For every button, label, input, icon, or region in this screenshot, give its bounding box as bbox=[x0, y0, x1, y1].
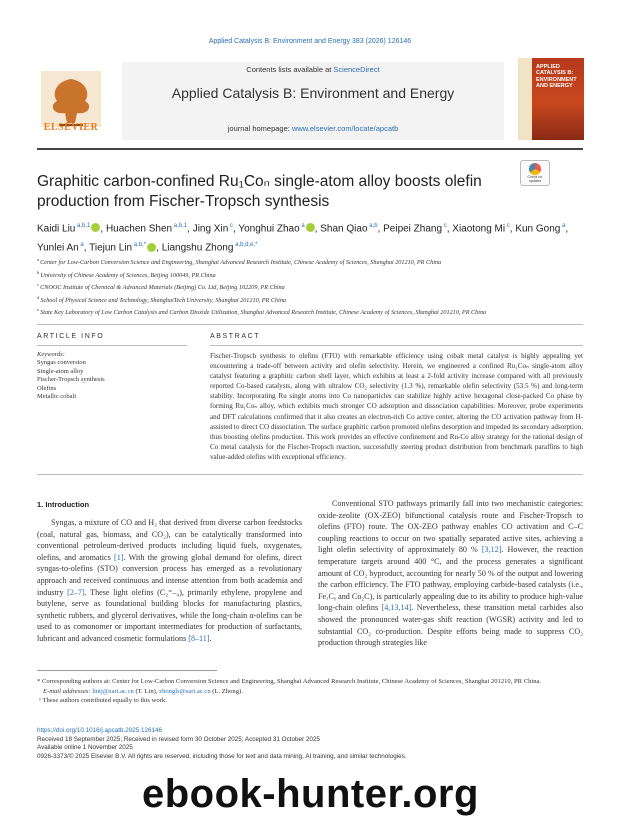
author-affiliation-marks[interactable]: c bbox=[505, 223, 510, 229]
email-owner: (T. Lin), bbox=[133, 687, 160, 695]
keyword: Syngas conversion bbox=[37, 359, 86, 367]
author-name[interactable]: Peipei Zhang bbox=[383, 223, 443, 235]
affiliation-mark: e bbox=[37, 307, 41, 313]
author-name[interactable]: Xiaotong Mi bbox=[452, 223, 506, 235]
abstract-text: Fischer-Tropsch synthesis to olefins (FTO) with remarkable efficiency using cobalt metal catalyst is highly appealing yet encountering a trade-off between activity and olefin selectivity. Herein, we engineered a confined Ru₁Coₙ single-atom alloy catalyst featuring a graphitic carbon shell layer, which exhibits at least a 2-fold activity increase compared with all previously reported Co-based catalysts, along with ultralow CO₂ selectivity (1.3 %), remarkable olefin selectivity (53.5 %) and long-term stability. Incorporating Ru single atoms into Co nanoparticles can stabilize highly active hexagonal close-packed Co phase by forming Ru₁Coₙ alloy, which exhibits much stronger CO adsorption and dissociation capabilities. Moreover, probe experiments and DFT calculations confirmed that it also creates an electron-rich Co active center, altering the CO activation pathway from H-assisted to direct CO dissociation. The surface graphitic carbon promoted olefins desorption and impeded its secondary adsorption, thus boosting olefins production. This work provides an effective confinement and Ru-Co alloy strategy for the rational design of Co metal catalysts for the Fischer-Tropsch reaction, successfully steering product distribution from benchmark paraffins to high value-added olefins with exceptional efficiency. bbox=[210, 352, 583, 461]
email-line bbox=[37, 687, 583, 697]
paragraph-text: Conventional STO pathways primarily fall into two mechanistic categories: oxide-zeolite (OX-ZEO) bifunctional catalysis route and Fischer-Tropsch to olefins (FTO) route. The OX-ZEO pathway enables CO activation and C–C coupling reactions to occur on two spatially separated active sites, achieving a light olefin selectivity of approximately 80 % bbox=[318, 499, 583, 555]
paragraph-text: Syngas, a mixture of CO and H₂ that derived from diverse carbon feedstocks (coal, natural gas, biomass, and CO₂), can be catalytically transformed into conventional petroleum-derived products including liquid fuels, oxygenates, olefins, and aromatics bbox=[37, 518, 302, 562]
article-info-heading: ARTICLE INFO bbox=[37, 333, 105, 340]
contents-prefix: Contents lists available at bbox=[246, 65, 334, 74]
author-list: Kaidi Liu $^{a,b,1}$ , Huachen Shen $^{a,b,1}$, Jing Xin $^c$, Yonghui Zhao $^a$ , Shan Qiao $^{a,b}$, Peipei Zhang $^c$, Xiaotong Mi $^c$, Kun Gong $^a$, Yunlei An $^a$, Tiejun Lin $^{a,b,*}$ , Liangshu Zhong $^{a,b,d,e,*}$ bbox=[37, 223, 569, 254]
article-metadata bbox=[37, 727, 583, 762]
orcid-icon[interactable] bbox=[306, 223, 315, 232]
author-affiliation-marks[interactable]: a bbox=[560, 223, 566, 229]
affiliation bbox=[37, 268, 583, 281]
author-affiliation-marks[interactable]: a bbox=[299, 223, 305, 229]
author-affiliation-marks[interactable]: c bbox=[228, 223, 233, 229]
author-name[interactable]: Yunlei An bbox=[37, 242, 79, 254]
online-date: Available online 1 November 2025 bbox=[37, 744, 133, 752]
email-link-zhong[interactable]: zhongls@sari.ac.cn bbox=[159, 687, 211, 695]
introduction-column-right bbox=[318, 498, 583, 649]
affiliation bbox=[37, 255, 583, 268]
email-owner: (L. Zhong). bbox=[210, 687, 243, 695]
introduction-heading: 1. Introduction bbox=[37, 500, 90, 509]
affiliation-mark: b bbox=[37, 269, 41, 275]
journal-cover-thumbnail bbox=[518, 58, 584, 140]
footnotes bbox=[37, 677, 583, 706]
paragraph bbox=[318, 498, 583, 649]
watermark: ebook-hunter.org bbox=[142, 772, 479, 816]
affiliation bbox=[37, 280, 583, 293]
author-name[interactable]: Kun Gong bbox=[515, 223, 561, 235]
author-affiliation-marks[interactable]: a,b,1 bbox=[172, 223, 188, 229]
homepage-link[interactable]: www.elsevier.com/locate/apcatb bbox=[291, 124, 399, 133]
affiliation-text: School of Physical Science and Technology, ShanghaiTech University, Shanghai 201210, PR China bbox=[40, 296, 287, 304]
article-info-rule bbox=[37, 345, 187, 346]
author-affiliation-marks[interactable]: a,b,1 bbox=[75, 223, 91, 229]
paragraph-text: . Nevertheless, these transition metal carbides also showed the pronounced water-gas shift reaction (WGSR) activity and led to substantial CO₂ co-production. Despite efforts being made to suppress CO₂ production through strategies like bbox=[318, 603, 584, 648]
footnote-rule bbox=[37, 670, 217, 671]
sciencedirect-link[interactable]: ScienceDirect bbox=[333, 65, 380, 74]
introduction-column-left bbox=[37, 517, 302, 645]
journal-reference-link[interactable]: Applied Catalysis B: Environment and Energy 383 (2026) 126146 bbox=[208, 38, 412, 45]
check-updates-icon bbox=[529, 163, 541, 175]
affiliations bbox=[37, 255, 583, 318]
author-name[interactable]: Tiejun Lin bbox=[89, 242, 133, 254]
affiliation-text: CNOOC Institute of Chemical & Advanced Materials (Beijing) Co. Ltd, Beijing 102209, PR China bbox=[40, 284, 285, 292]
header-rule bbox=[37, 148, 583, 150]
journal-homepage bbox=[122, 124, 504, 133]
paragraph-text: . With the growing global demand for olefins, direct syngas-to-olefins (STO) conversion process has emerged as a revolutionary approach and received continuous and intense attention from both academia and industry bbox=[37, 552, 302, 597]
author-name[interactable]: Kaidi Liu bbox=[37, 223, 76, 235]
cover-stripe bbox=[518, 58, 532, 140]
citation-link[interactable]: [2–7] bbox=[67, 587, 85, 597]
abstract-end-rule bbox=[37, 474, 583, 475]
section-rule bbox=[37, 324, 583, 325]
affiliation bbox=[37, 293, 583, 306]
author-name[interactable]: Liangshu Zhong bbox=[161, 242, 234, 254]
corresponding-author-note: * Corresponding authors at: Center for Low-Carbon Conversion Science and Engineering, Shanghai Advanced Research Institute, Chinese Academy of Sciences, Shanghai 201210, PR China. bbox=[37, 678, 542, 685]
paragraph-text: . However, the reaction temperature targets around 400 °C, and the process generates a significant amount of CO₂ byproduct, accounting for nearly 50 % of the output and lowering the carbon efficiency. The FTO pathway, employing carbide-based catalysts (i.e., FeₓCᵧ and Co₂C), is particularly appealing due to its ability to produce high-value long-chain olefins bbox=[318, 545, 583, 613]
cover-title: APPLIED CATALYSIS B: ENVIRONMENT AND ENERGY bbox=[536, 64, 577, 89]
journal-title: Applied Catalysis B: Environment and Energy bbox=[171, 85, 455, 101]
author-affiliation-marks[interactable]: c bbox=[442, 223, 447, 229]
citation-link[interactable]: [1] bbox=[114, 552, 124, 562]
check-for-updates-button[interactable] bbox=[520, 160, 550, 186]
keyword: Olefins bbox=[37, 384, 57, 392]
keyword: Metallic cobalt bbox=[37, 393, 77, 401]
equal-contribution-note: ¹ These authors contributed equally to this work. bbox=[39, 697, 167, 704]
affiliation-text: Center for Low-Carbon Conversion Science and Engineering, Shanghai Advanced Research Institute, Chinese Academy of Sciences, Shanghai 201210, PR China bbox=[40, 259, 442, 267]
abstract-rule bbox=[210, 345, 583, 346]
keyword: Single-atom alloy bbox=[37, 367, 84, 375]
affiliation-mark: c bbox=[37, 282, 41, 288]
paragraph-text: . bbox=[209, 633, 212, 643]
keywords-label: Keywords: bbox=[37, 351, 65, 358]
homepage-prefix: journal homepage: bbox=[227, 124, 292, 133]
abstract-heading: ABSTRACT bbox=[210, 333, 261, 340]
affiliation bbox=[37, 305, 583, 318]
author-name[interactable]: Yonghui Zhao bbox=[238, 223, 300, 235]
check-updates-label: Check for updates bbox=[527, 175, 543, 183]
affiliation-text: State Key Laboratory of Low Carbon Catalysis and Carbon Dioxide Utilization, Shanghai Advanced Research Institute, Chinese Academy of Sciences, Shanghai 201210, PR China bbox=[40, 309, 487, 317]
email-link-lin[interactable]: lintj@sari.ac.cn bbox=[92, 687, 134, 695]
author-name[interactable]: Jing Xin bbox=[192, 223, 229, 235]
author-affiliation-marks[interactable]: a,b,d,e,* bbox=[233, 242, 258, 249]
doi-link[interactable]: https://doi.org/10.1016/j.apcatb.2025.126146 bbox=[37, 727, 162, 734]
orcid-icon[interactable] bbox=[147, 243, 156, 252]
paragraph-text: . These light olefins (C₂⁼–₄), primarily ethylene, propylene and butylene, serve as foundational building blocks for manufacturing plastics, synthetic rubbers, and glycerol derivatives, while the long-chain α-olefins can be used to as comonomer or important intermediates for production of surfactants, lubricant and advanced cosmetic formulations bbox=[37, 587, 302, 643]
article-title: Graphitic carbon-confined Ru₁Coₙ single-atom alloy boosts olefin production from Fischer-Tropsch synthesis bbox=[37, 173, 482, 210]
publisher-wordmark: ELSEVIER bbox=[43, 122, 99, 133]
paragraph bbox=[37, 517, 302, 645]
author-name[interactable]: Huachen Shen bbox=[105, 223, 173, 235]
citation-link[interactable]: [4,13,14] bbox=[381, 603, 412, 613]
keywords-block bbox=[37, 351, 187, 401]
email-label: E-mail addresses: bbox=[43, 687, 93, 695]
received-dates: Received 18 September 2025; Received in revised form 30 October 2025; Accepted 31 October 2025 bbox=[37, 735, 320, 743]
citation-link[interactable]: [8–11] bbox=[188, 633, 210, 643]
author-name[interactable]: Shan Qiao bbox=[320, 223, 368, 235]
copyright: 0926-3373/© 2025 Elsevier B.V. All rights are reserved, including those for text and data mining, AI training, and similar technologies. bbox=[37, 753, 407, 761]
citation-link[interactable]: [3,12] bbox=[481, 545, 502, 555]
contents-line bbox=[122, 65, 504, 74]
author-affiliation-marks[interactable]: a,b bbox=[367, 223, 378, 229]
author-affiliation-marks[interactable]: a,b,* bbox=[132, 242, 147, 249]
orcid-icon[interactable] bbox=[91, 223, 100, 232]
affiliation-mark: a bbox=[37, 257, 41, 262]
keyword: Fischer-Tropsch synthesis bbox=[37, 376, 105, 384]
affiliation-text: University of Chinese Academy of Sciences, Beijing 100049, PR China bbox=[40, 271, 216, 279]
author-affiliation-marks[interactable]: a bbox=[78, 242, 84, 249]
affiliation-mark: d bbox=[37, 294, 41, 300]
